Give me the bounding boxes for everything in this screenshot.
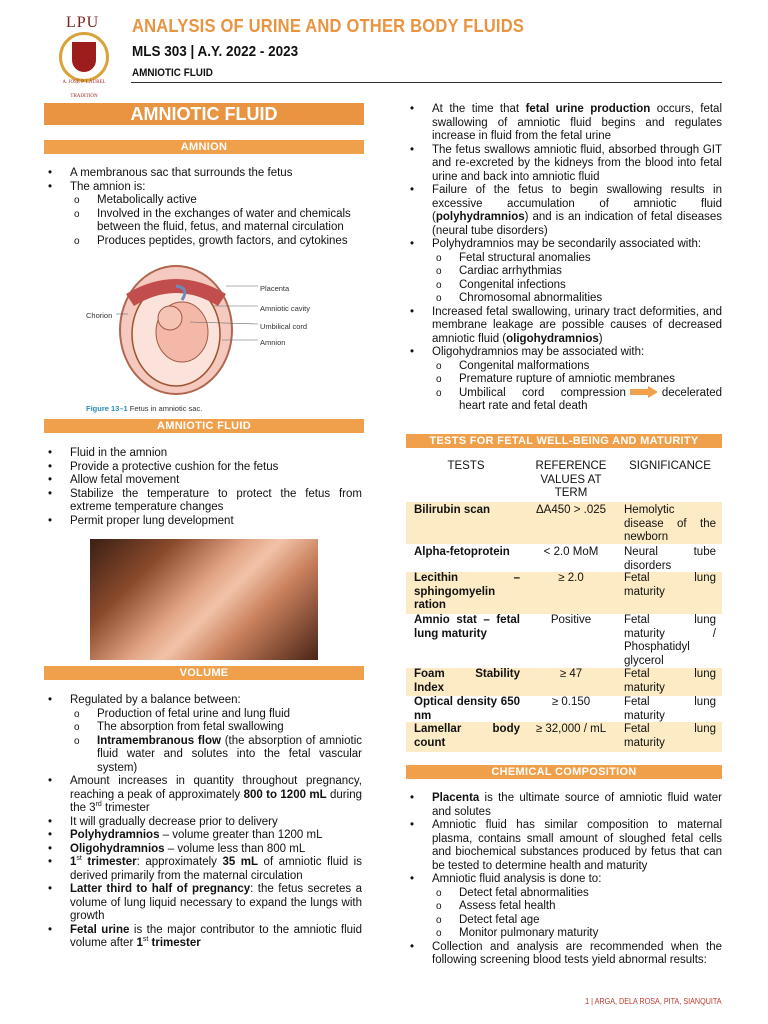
cell-reference: Positive (550, 614, 592, 626)
text: – volume greater than 1200 mL (159, 829, 323, 841)
term: trimester (81, 856, 137, 868)
list-item (44, 843, 362, 857)
list-item (406, 103, 722, 144)
list-item: • Provide a protective cushion for the fetus (44, 461, 362, 475)
list-item: o Assess fetal health (406, 900, 722, 914)
cell-reference: ΔA450 > .025 (535, 504, 607, 516)
fetal-urine-list (406, 103, 722, 414)
volume-heading: VOLUME (44, 666, 364, 680)
list-item: o Congenital infections (406, 279, 722, 293)
text: of amniotic fluid is derived primarily from the maternal circulation (70, 856, 362, 882)
list-item: • Polyhydramnios may be secondarily associated with: (406, 238, 722, 252)
table-row (406, 572, 722, 614)
cell-reference: ≥ 32,000 / mL (535, 723, 607, 735)
list-item: • Allow fetal movement (44, 474, 362, 488)
list-item: o Fetal structural anomalies (406, 252, 722, 266)
topic-line: AMNIOTIC FLUID (132, 67, 213, 79)
figure-caption-text: Fetus in amniotic sac. (129, 404, 203, 413)
cell-significance: Fetal lung maturity (624, 668, 716, 694)
list-item: • The fetus swallows amniotic fluid, absorbed through GIT and re-excreted by the kidneys from the blood into fetal urine and back into amniotic fluid (406, 144, 722, 185)
cell-test: Foam Stability Index (414, 668, 520, 694)
label-amnion: Amnion (260, 338, 286, 347)
superscript: st (76, 855, 82, 863)
cell-significance: Fetal lung maturity / Phosphatidyl glycerol (624, 614, 716, 667)
cell-reference: ≥ 47 (559, 668, 583, 680)
cell-significance: Hemolytic disease of the newborn (624, 504, 716, 543)
list-item (406, 792, 722, 819)
figure-caption (86, 402, 202, 416)
table-row (406, 722, 722, 752)
cell-reference: < 2.0 MoM (543, 546, 599, 558)
list-item: o Cardiac arrhythmias (406, 265, 722, 279)
list-item: • Regulated by a balance between: (44, 694, 362, 708)
list-item (44, 735, 362, 776)
term: Latter third to half of pregnancy (70, 883, 251, 895)
list-item: • Stabilize the temperature to protect the fetus from extreme temperature changes (44, 488, 362, 515)
superscript: rd (95, 801, 102, 809)
term: 1 (70, 856, 77, 868)
label-amniotic-cavity: Amniotic cavity (260, 304, 311, 313)
text: Increased fetal swallowing, urinary tract deformities, and membrane leakage are possible causes of decreased amniotic fluid ( (432, 305, 722, 345)
cell-test: Amnio stat – fetal lung maturity (414, 614, 520, 640)
text: At the time that (432, 103, 526, 115)
term: 1 (136, 937, 143, 949)
term: oligohydramnios (506, 332, 599, 345)
text: during the 3 (70, 788, 362, 814)
amniotic-fluid-heading: AMNIOTIC FLUID (44, 419, 364, 433)
list-item (406, 387, 722, 414)
text: Umbilical cord compression (459, 386, 626, 399)
term: Oligohydramnios (70, 842, 165, 855)
text: is the major contributor to the amniotic fluid volume after (70, 923, 362, 949)
list-item (44, 775, 362, 816)
superscript: st (142, 936, 149, 944)
table-row (406, 696, 722, 724)
main-title-banner: AMNIOTIC FLUID (44, 103, 364, 125)
list-item (44, 856, 362, 883)
term: trimester (148, 937, 201, 949)
table-row (406, 668, 722, 696)
term: 800 to 1200 mL (243, 788, 327, 801)
label-umbilical-cord: Umbilical cord (260, 322, 308, 331)
label-chorion: Chorion (86, 311, 113, 320)
term: fetal urine production (525, 103, 651, 115)
list-item: o Produces peptides, growth factors, and cytokines (44, 235, 362, 249)
right-arrow-icon (630, 387, 658, 397)
amniotic-sac-figure (86, 264, 330, 416)
volume-list (44, 694, 362, 951)
list-item: o Detect fetal abnormalities (406, 887, 722, 901)
term: Fetal urine (70, 923, 130, 936)
document-title: ANALYSIS OF URINE AND OTHER BODY FLUIDS (132, 16, 525, 36)
list-item: o The absorption from fetal swallowing (44, 721, 362, 735)
list-item: o Premature rupture of amniotic membranes (406, 373, 722, 387)
term: Intramembranous flow (97, 734, 221, 747)
figure-number: Figure 13–1 (86, 404, 128, 413)
list-item: • Amniotic fluid has similar composition to maternal plasma, contains small amount of sloughed fetal cells and biochemical substances produced by fetus that can be tested to determine health and maturity (406, 819, 722, 873)
list-item: o Involved in the exchanges of water and chemicals between the fluid, fetus, and maternal circulation (44, 208, 362, 235)
cell-significance: Fetal lung maturity (624, 696, 716, 722)
amniotic-sac-photo (90, 539, 318, 660)
text: occurs, fetal swallowing of amniotic fluid begins and regulates increase in fluid from the fetal urine (432, 103, 723, 142)
text: : the fetus secretes a volume of lung liquid necessary to expand the lungs with growth (70, 883, 362, 922)
text: Failure of the fetus to begin swallowing results in excessive accumulation of amniotic fluid ( (432, 184, 722, 223)
cell-test: Optical density 650 nm (414, 696, 520, 722)
list-item: o Congenital malformations (406, 360, 722, 374)
label-placenta: Placenta (260, 284, 290, 293)
list-item: • Collection and analysis are recommended when the following screening blood tests yield abnormal results: (406, 941, 722, 968)
cell-significance: Neural tube disorders (624, 546, 716, 572)
list-item (406, 306, 722, 347)
text: ) and is an indication of fetal diseases (neural tube disorders) (432, 211, 722, 237)
list-item: o Chromosomal abnormalities (406, 292, 722, 306)
amnion-heading: AMNION (44, 140, 364, 154)
list-item: • It will gradually decrease prior to delivery (44, 816, 362, 830)
chemical-composition-list (406, 792, 722, 968)
list-item: • Permit proper lung development (44, 515, 362, 529)
table-row (406, 502, 722, 544)
list-item (44, 924, 362, 951)
cell-test: Alpha-fetoprotein (414, 546, 510, 558)
term: Placenta (432, 792, 480, 804)
lpu-logo (50, 14, 122, 99)
cell-reference: ≥ 2.0 (558, 572, 584, 584)
page-header (50, 14, 720, 99)
list-item: o Detect fetal age (406, 914, 722, 928)
text: decelerated heart rate and fetal death (459, 386, 722, 412)
list-item: o Metabolically active (44, 194, 362, 208)
amnion-list (44, 167, 362, 248)
term: Polyhydramnios (70, 829, 160, 841)
term: 35 mL (222, 856, 259, 868)
list-item (406, 184, 722, 238)
cell-test: Lecithin – sphingomyelin ration (414, 572, 520, 611)
list-item: • Fluid in the amnion (44, 447, 362, 461)
column-header-significance: SIGNIFICANCE (629, 460, 711, 472)
chemical-composition-heading: CHEMICAL COMPOSITION (406, 765, 722, 779)
text: (the absorption of amniotic fluid water and solutes into the fetal vascular system) (97, 734, 362, 774)
text: Amount increases in quantity throughout pregnancy, reaching a peak of approximately (70, 775, 362, 801)
logo-shield-icon (72, 42, 96, 72)
list-item: o Monitor pulmonary maturity (406, 927, 722, 941)
text: – volume less than 800 mL (164, 842, 306, 855)
fetus-diagram (86, 264, 330, 416)
list-item: • Amniotic fluid analysis is done to: (406, 873, 722, 887)
logo-text: LPU (66, 14, 100, 31)
text: trimester (101, 802, 150, 814)
list-item (44, 883, 362, 924)
cell-significance: Fetal lung maturity (624, 572, 716, 598)
text: : approximately (136, 856, 223, 868)
table-row (406, 614, 722, 668)
text: ) (598, 332, 603, 345)
cell-reference: ≥ 0.150 (551, 696, 591, 708)
list-item: • Oligohydramnios may be associated with: (406, 346, 722, 360)
page-footer: 1 | ARGA, DELA ROSA, PITA, SIANQUITA (585, 997, 722, 1006)
term: polyhydramnios (435, 211, 525, 223)
cell-significance: Fetal lung maturity (624, 723, 716, 749)
amniotic-fluid-list (44, 447, 362, 528)
list-item: o Production of fetal urine and lung fluid (44, 708, 362, 722)
column-header-reference: REFERENCE VALUES AT TERM (535, 460, 607, 499)
list-item (44, 829, 362, 843)
list-item: • The amnion is: (44, 181, 362, 195)
text: is the ultimate source of amniotic fluid water and solutes (432, 792, 722, 818)
cell-test: Bilirubin scan (414, 504, 491, 516)
list-item: • A membranous sac that surrounds the fetus (44, 167, 362, 181)
table-row (406, 544, 722, 572)
cell-test: Lamellar body count (414, 723, 520, 749)
column-header-tests: TESTS (447, 460, 485, 472)
tests-heading: TESTS FOR FETAL WELL-BEING AND MATURITY (406, 434, 722, 448)
logo-ring-text: A. JOSE P. LAUREL TRADITION (62, 80, 106, 99)
header-divider (131, 82, 722, 83)
course-line: MLS 303 | A.Y. 2022 - 2023 (132, 43, 299, 60)
